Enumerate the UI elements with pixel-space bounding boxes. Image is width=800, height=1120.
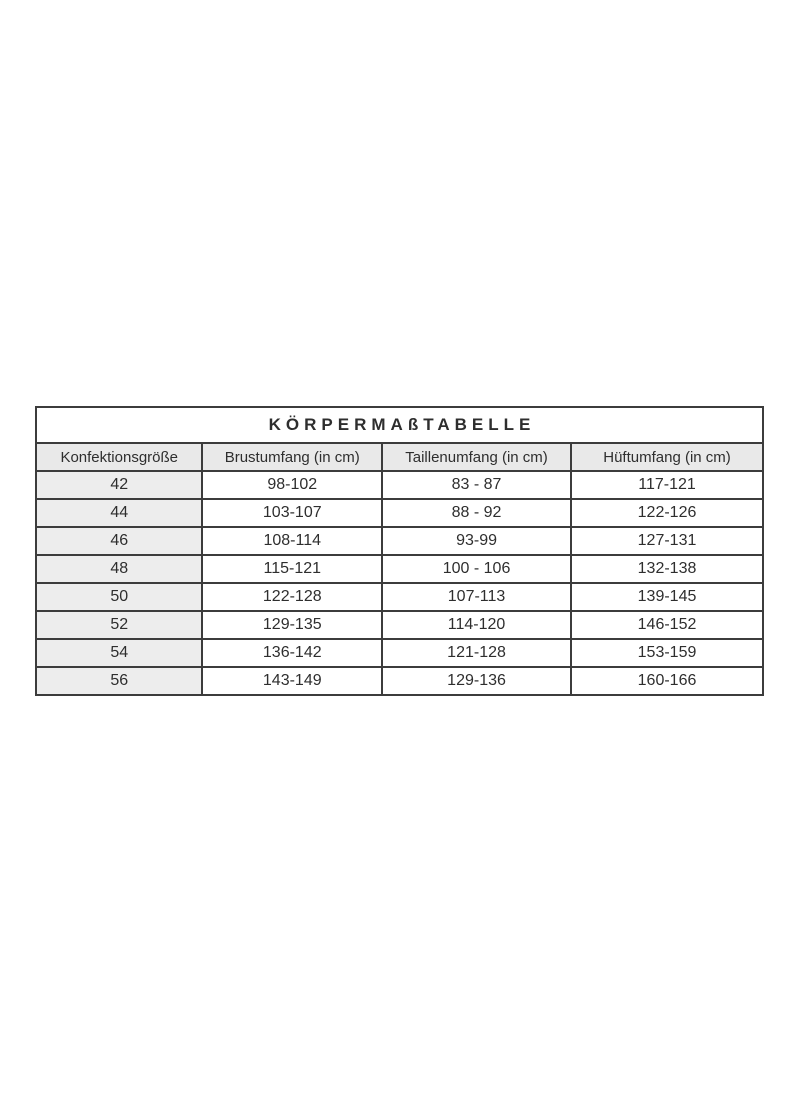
column-header-brustumfang: Brustumfang (in cm) <box>202 443 382 471</box>
column-header-hueftumfang: Hüftumfang (in cm) <box>571 443 763 471</box>
size-cell: 50 <box>36 583 202 611</box>
measurement-cell: 114-120 <box>382 611 571 639</box>
table-row <box>36 499 763 527</box>
size-cell: 54 <box>36 639 202 667</box>
measurement-cell: 103-107 <box>202 499 382 527</box>
measurement-cell: 122-128 <box>202 583 382 611</box>
size-cell: 56 <box>36 667 202 695</box>
size-cell: 44 <box>36 499 202 527</box>
column-header-konfektionsgroesse: Konfektionsgröße <box>36 443 202 471</box>
column-header-taillenumfang: Taillenumfang (in cm) <box>382 443 571 471</box>
table-row <box>36 527 763 555</box>
measurement-cell: 83 - 87 <box>382 471 571 499</box>
measurement-cell: 108-114 <box>202 527 382 555</box>
size-chart-table <box>35 406 764 696</box>
table-row <box>36 471 763 499</box>
measurement-cell: 139-145 <box>571 583 763 611</box>
measurement-cell: 93-99 <box>382 527 571 555</box>
measurement-cell: 107-113 <box>382 583 571 611</box>
measurement-cell: 117-121 <box>571 471 763 499</box>
measurement-cell: 132-138 <box>571 555 763 583</box>
measurement-cell: 129-136 <box>382 667 571 695</box>
table-row <box>36 583 763 611</box>
measurement-cell: 127-131 <box>571 527 763 555</box>
measurement-cell: 115-121 <box>202 555 382 583</box>
measurement-cell: 160-166 <box>571 667 763 695</box>
table-row <box>36 555 763 583</box>
table-row <box>36 611 763 639</box>
measurement-cell: 146-152 <box>571 611 763 639</box>
table-row <box>36 639 763 667</box>
measurement-cell: 143-149 <box>202 667 382 695</box>
measurement-cell: 121-128 <box>382 639 571 667</box>
size-cell: 46 <box>36 527 202 555</box>
measurement-cell: 136-142 <box>202 639 382 667</box>
size-cell: 52 <box>36 611 202 639</box>
header-row <box>36 443 763 471</box>
size-table-body <box>36 471 763 695</box>
table-title: KÖRPERMAßTABELLE <box>36 407 763 443</box>
table-row <box>36 667 763 695</box>
measurement-cell: 122-126 <box>571 499 763 527</box>
measurement-cell: 129-135 <box>202 611 382 639</box>
title-row <box>36 407 763 443</box>
measurement-cell: 88 - 92 <box>382 499 571 527</box>
measurement-cell: 98-102 <box>202 471 382 499</box>
measurement-cell: 153-159 <box>571 639 763 667</box>
size-cell: 48 <box>36 555 202 583</box>
measurement-cell: 100 - 106 <box>382 555 571 583</box>
size-cell: 42 <box>36 471 202 499</box>
